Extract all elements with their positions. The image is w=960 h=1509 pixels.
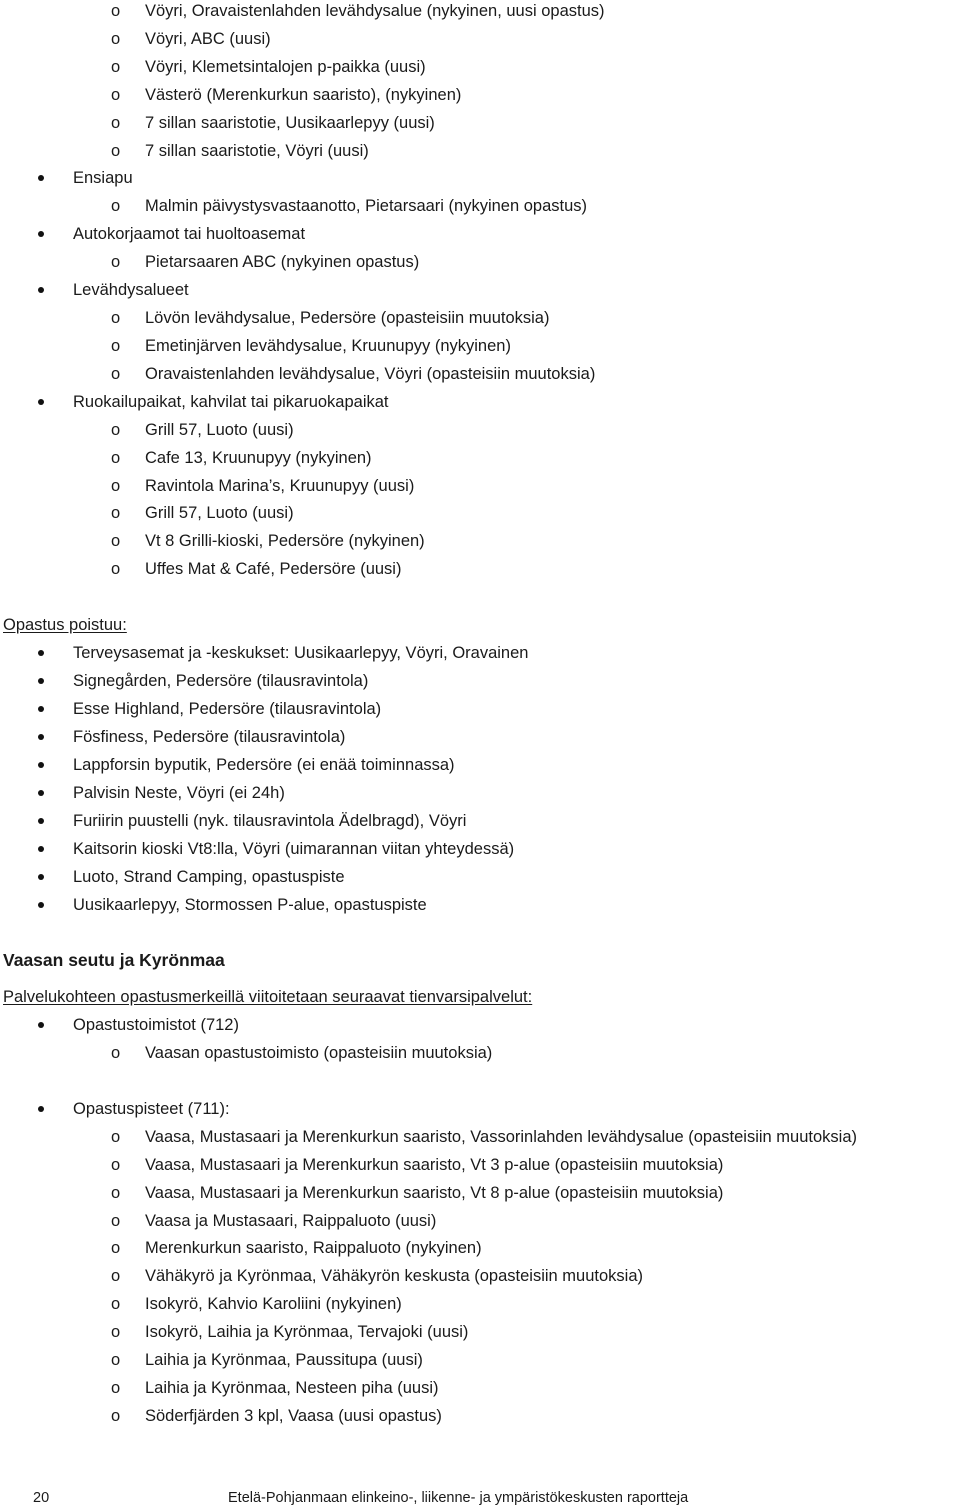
list-item: 7 sillan saaristotie, Uusikaarlepyy (uusi) [145, 114, 435, 132]
sub-bullet-marker: o [111, 30, 121, 48]
sub-bullet-marker: o [111, 1128, 121, 1146]
category-label: Opastuspisteet (711): [73, 1100, 230, 1118]
list-item: Vöyri, Klemetsintalojen p-paikka (uusi) [145, 58, 426, 76]
sub-bullet-marker: o [111, 1184, 121, 1202]
category-label: Levähdysalueet [73, 281, 189, 299]
sub-bullet-marker: o [111, 253, 121, 271]
list-item: Palvisin Neste, Vöyri (ei 24h) [73, 784, 285, 802]
sub-bullet-marker: o [111, 142, 121, 160]
bullet-icon [38, 790, 44, 796]
bullet-icon [38, 902, 44, 908]
list-item: Luoto, Strand Camping, opastuspiste [73, 868, 345, 886]
bullet-icon [38, 734, 44, 740]
sub-bullet-marker: o [111, 1239, 121, 1257]
bullet-icon [38, 650, 44, 656]
list-item: Vaasa ja Mustasaari, Raippaluoto (uusi) [145, 1212, 437, 1230]
sub-bullet-marker: o [111, 365, 121, 383]
category-label: Ruokailupaikat, kahvilat tai pikaruokapaikat [73, 393, 389, 411]
bullet-icon [38, 1106, 44, 1112]
bullet-icon [38, 1022, 44, 1028]
bullet-icon [38, 175, 44, 181]
sub-bullet-marker: o [111, 1351, 121, 1369]
list-item: Västerö (Merenkurkun saaristo), (nykyinen) [145, 86, 462, 104]
list-item: Laihia ja Kyrönmaa, Paussitupa (uusi) [145, 1351, 423, 1369]
sub-bullet-marker: o [111, 560, 121, 578]
list-item: Uffes Mat & Café, Pedersöre (uusi) [145, 560, 402, 578]
list-item: Ravintola Marina’s, Kruunupyy (uusi) [145, 477, 415, 495]
bullet-icon [38, 399, 44, 405]
sub-bullet-marker: o [111, 477, 121, 495]
list-item: Vaasa, Mustasaari ja Merenkurkun saaristo, Vt 8 p-alue (opasteisiin muutoksia) [145, 1184, 724, 1202]
sub-bullet-marker: o [111, 1295, 121, 1313]
bullet-icon [38, 678, 44, 684]
sub-bullet-marker: o [111, 114, 121, 132]
list-item: Signegården, Pedersöre (tilausravintola) [73, 672, 369, 690]
list-item: Isokyrö, Laihia ja Kyrönmaa, Tervajoki (uusi) [145, 1323, 469, 1341]
list-item: Vaasan opastustoimisto (opasteisiin muutoksia) [145, 1044, 493, 1062]
list-item: Lövön levähdysalue, Pedersöre (opasteisiin muutoksia) [145, 309, 550, 327]
list-item: Oravaistenlahden levähdysalue, Vöyri (opasteisiin muutoksia) [145, 365, 596, 383]
section-title: Vaasan seutu ja Kyrönmaa [3, 950, 225, 970]
sub-bullet-marker: o [111, 1267, 121, 1285]
category-label: Ensiapu [73, 169, 133, 187]
list-item: Vaasa, Mustasaari ja Merenkurkun saaristo, Vt 3 p-alue (opasteisiin muutoksia) [145, 1156, 724, 1174]
list-item: Cafe 13, Kruunupyy (nykyinen) [145, 449, 372, 467]
section-subheading: Palvelukohteen opastusmerkeillä viitoitetaan seuraavat tienvarsipalvelut: [3, 988, 533, 1006]
list-item: Furiirin puustelli (nyk. tilausravintola Ädelbragd), Vöyri [73, 812, 467, 830]
sub-bullet-marker: o [111, 421, 121, 439]
section-heading: Opastus poistuu: [3, 616, 127, 634]
sub-bullet-marker: o [111, 504, 121, 522]
sub-bullet-marker: o [111, 309, 121, 327]
list-item: Grill 57, Luoto (uusi) [145, 504, 294, 522]
sub-bullet-marker: o [111, 197, 121, 215]
list-item: Terveysasemat ja -keskukset: Uusikaarlepyy, Vöyri, Oravainen [73, 644, 529, 662]
sub-bullet-marker: o [111, 58, 121, 76]
bullet-icon [38, 231, 44, 237]
bullet-icon [38, 287, 44, 293]
sub-bullet-marker: o [111, 1044, 121, 1062]
list-item: Vöyri, ABC (uusi) [145, 30, 271, 48]
list-item: Kaitsorin kioski Vt8:lla, Vöyri (uimarannan viitan yhteydessä) [73, 840, 515, 858]
sub-bullet-marker: o [111, 1212, 121, 1230]
category-label: Autokorjaamot tai huoltoasemat [73, 225, 306, 243]
category-label: Opastustoimistot (712) [73, 1016, 239, 1034]
list-item: Vähäkyrö ja Kyrönmaa, Vähäkyrön keskusta (opasteisiin muutoksia) [145, 1267, 643, 1285]
list-item: Vöyri, Oravaistenlahden levähdysalue (nykyinen, uusi opastus) [145, 2, 605, 20]
bullet-icon [38, 762, 44, 768]
list-item: Vaasa, Mustasaari ja Merenkurkun saaristo, Vassorinlahden levähdysalue (opasteisiin muutoksia) [145, 1128, 857, 1146]
list-item: Malmin päivystysvastaanotto, Pietarsaari (nykyinen opastus) [145, 197, 588, 215]
list-item: Merenkurkun saaristo, Raippaluoto (nykyinen) [145, 1239, 482, 1257]
list-item: Isokyrö, Kahvio Karoliini (nykyinen) [145, 1295, 402, 1313]
bullet-icon [38, 706, 44, 712]
list-item: Laihia ja Kyrönmaa, Nesteen piha (uusi) [145, 1379, 439, 1397]
sub-bullet-marker: o [111, 532, 121, 550]
list-item: Fösfiness, Pedersöre (tilausravintola) [73, 728, 346, 746]
list-item: Emetinjärven levähdysalue, Kruunupyy (nykyinen) [145, 337, 511, 355]
page-number: 20 [33, 1490, 50, 1506]
sub-bullet-marker: o [111, 1156, 121, 1174]
sub-bullet-marker: o [111, 449, 121, 467]
bullet-icon [38, 818, 44, 824]
bullet-icon [38, 874, 44, 880]
bullet-icon [38, 846, 44, 852]
sub-bullet-marker: o [111, 1323, 121, 1341]
list-item: Pietarsaaren ABC (nykyinen opastus) [145, 253, 420, 271]
sub-bullet-marker: o [111, 337, 121, 355]
list-item: Grill 57, Luoto (uusi) [145, 421, 294, 439]
sub-bullet-marker: o [111, 86, 121, 104]
list-item: Vt 8 Grilli-kioski, Pedersöre (nykyinen) [145, 532, 425, 550]
sub-bullet-marker: o [111, 2, 121, 20]
list-item: 7 sillan saaristotie, Vöyri (uusi) [145, 142, 369, 160]
list-item: Lappforsin byputik, Pedersöre (ei enää toiminnassa) [73, 756, 455, 774]
list-item: Uusikaarlepyy, Stormossen P-alue, opastuspiste [73, 896, 427, 914]
report-series-title: Etelä-Pohjanmaan elinkeino-, liikenne- ja ympäristökeskusten raportteja [228, 1490, 689, 1506]
sub-bullet-marker: o [111, 1407, 121, 1425]
sub-bullet-marker: o [111, 1379, 121, 1397]
list-item: Söderfjärden 3 kpl, Vaasa (uusi opastus) [145, 1407, 442, 1425]
list-item: Esse Highland, Pedersöre (tilausravintola) [73, 700, 382, 718]
